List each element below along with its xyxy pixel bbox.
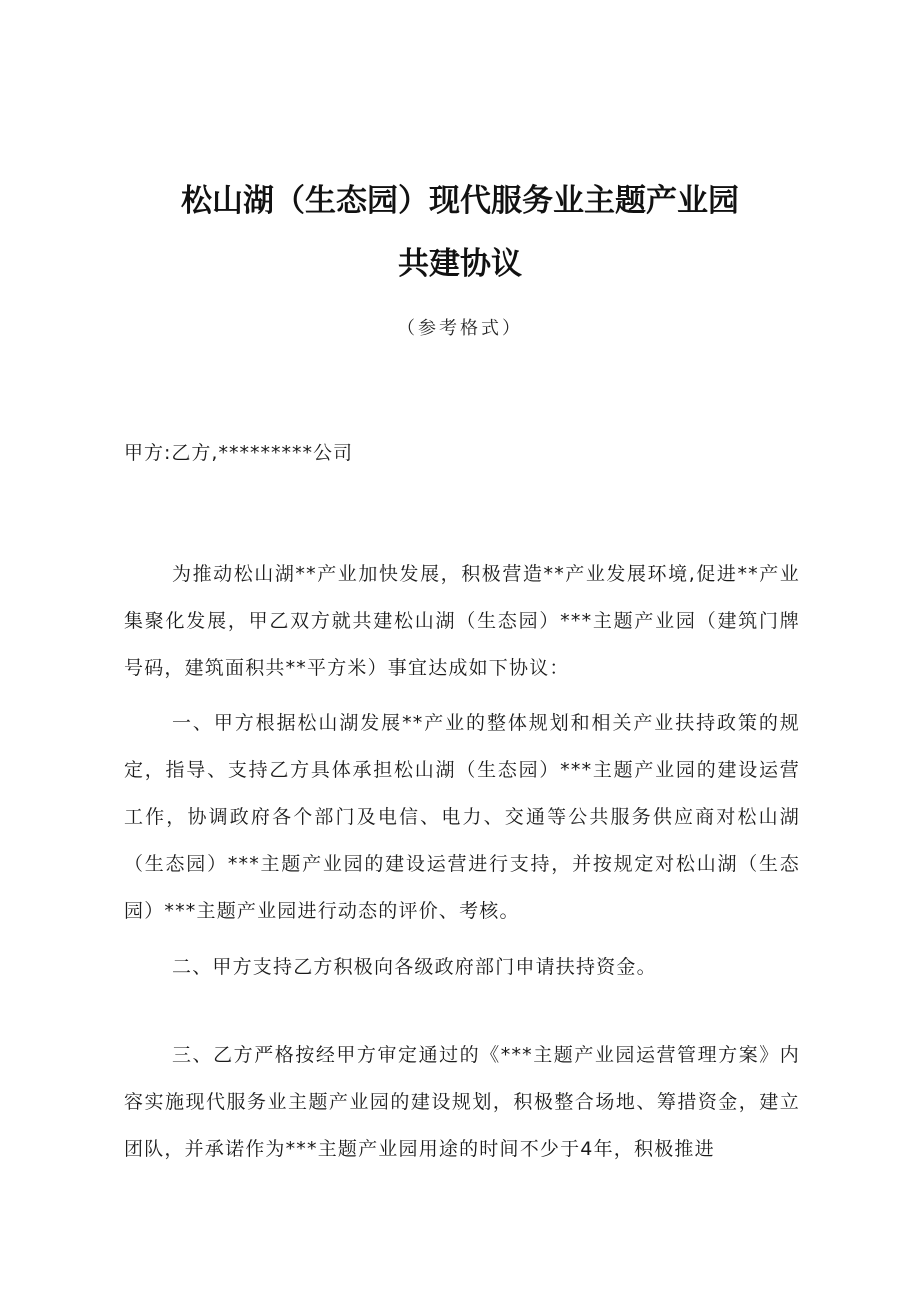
paragraph-clause-3: 三、乙方严格按经甲方审定通过的《***主题产业园运营管理方案》内容实施现代服务业主题产业园的建设规划，积极整合场地、筹措资金，建立团队，并承诺作为***主题产业园用途的时间不少于4年，积极推进 — [124, 1044, 800, 1160]
document-title-line-1: 松山湖（生态园）现代服务业主题产业园 — [181, 183, 739, 219]
paragraph-intro: 为推动松山湖**产业加快发展，积极营造**产业发展环境,促进**产业集聚化发展，甲乙双方就共建松山湖（生态园）***主题产业园（建筑门牌号码，建筑面积共**平方米）事宜达成如下协议： — [124, 563, 800, 679]
paragraph-clause-2: 二、甲方支持乙方积极向各级政府部门申请扶持资金。 — [172, 956, 657, 978]
document-subtitle: （参考格式） — [397, 318, 523, 339]
paragraph-clause-1: 一、甲方根据松山湖发展**产业的整体规划和相关产业扶持政策的规定，指导、支持乙方具体承担松山湖（生态园）***主题产业园的建设运营工作，协调政府各个部门及电信、电力、交通等公共服务供应商对松山湖（生态园）***主题产业园的建设运营进行支持，并按规定对松山湖（生态园）***主题产业园进行动态的评价、考核。 — [124, 712, 800, 922]
parties-line: 甲方:乙方,*********公司 — [124, 442, 353, 464]
document-title-line-2: 共建协议 — [398, 246, 522, 282]
